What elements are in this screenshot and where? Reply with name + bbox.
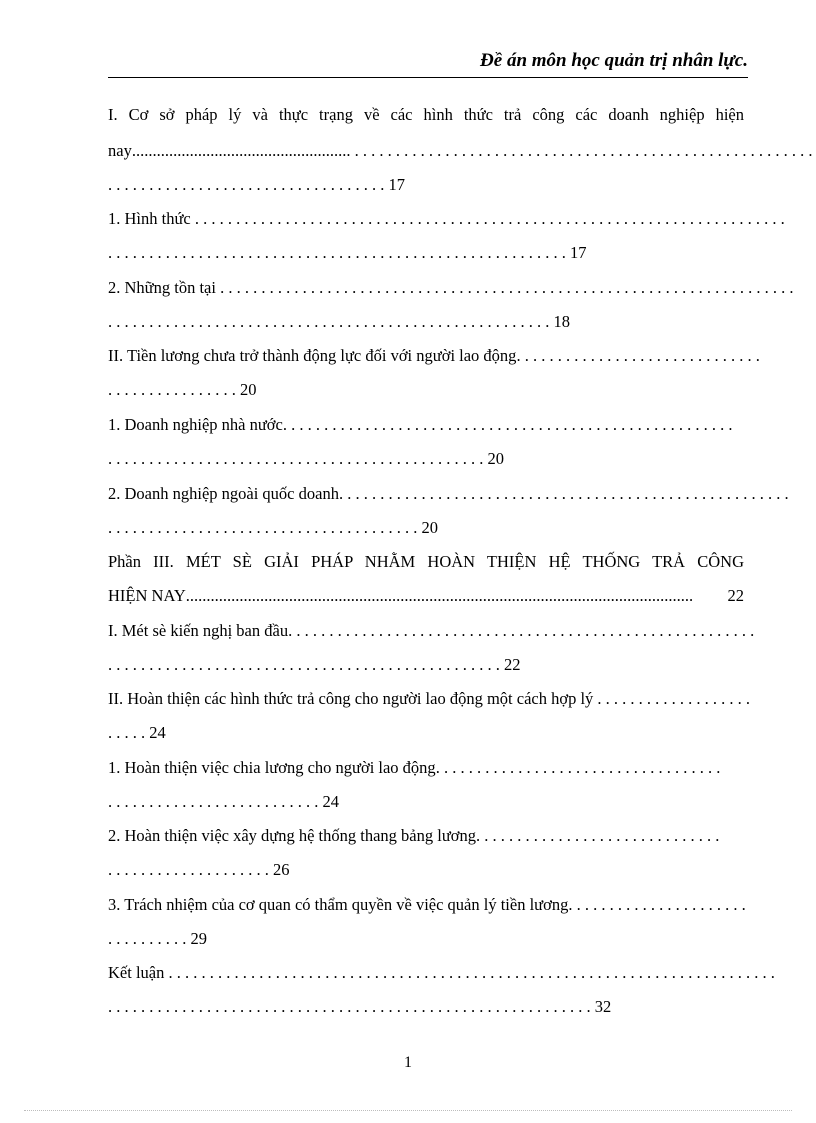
- dot-leader: . . . . . . . . . . . . . . . .: [108, 380, 236, 399]
- dot-leader: . . . . . . . . . . . . . . . . . . . . . . . . . . . . . . . . . . . . . . . . . . . . . . . . . . . . . . . . . . . . . . . . . . . . . .: [215, 278, 794, 297]
- toc-entry-page-line: [108, 652, 744, 678]
- toc-page-number: 24: [149, 723, 166, 742]
- toc-entry-text-line: Phần III. MÉT SÈ GIẢI PHÁP NHẰM HOÀN THIỆN HỆ THỐNG TRẢ CÔNG: [108, 552, 744, 571]
- toc-page-number: 22: [504, 655, 521, 674]
- dot-leader: . . . . . . . . . . . . . . . . . . . . . . . . . .: [108, 792, 319, 811]
- dot-leader: ...........................................................................................................................: [185, 586, 694, 605]
- dot-leader: . . . . . . . . . . . . . . . . . . . . . . . . . . . . . . . . . . . . . . . . . . . . . . . . . . . . . .: [108, 312, 550, 331]
- dot-leader: . . . . . . . . . . . . . . . . . . . . . . . . . . . . . .: [476, 826, 720, 845]
- toc-entry-page-line: [108, 446, 744, 472]
- dot-leader: . . . . .: [108, 723, 146, 742]
- toc-entry-text-line: 1. Doanh nghiệp nhà nước . . . . . . . . . . . . . . . . . . . . . . . . . . . . . . . . . . . . . . . . . . . . . . . . . . . . . . .: [108, 412, 744, 438]
- toc-page-number: 32: [594, 997, 612, 1016]
- dot-leader: . . . . . . . . . . . . . . . . . . . . . . . . . . . . . . . . . . . . . . . . . . . . . . . . . . . . . . . . .: [288, 621, 755, 640]
- toc-entry-page-line: [108, 377, 744, 403]
- toc-entry-text-line: 2. Hoàn thiện việc xây dựng hệ thống thang bảng lương . . . . . . . . . . . . . . . . . . . . . . . . . . . . . .: [108, 823, 744, 849]
- toc-page-number: 20: [421, 518, 438, 537]
- dot-leader: . . . . . . . . . . . . . . . . . . . . . . . . . . . . . . . . . .: [108, 175, 385, 194]
- dot-leader: . . . . . . . . . . . . . . . . . . .: [593, 689, 751, 708]
- toc-page-number: 18: [553, 312, 570, 331]
- dot-leader: . . . . . . . . . . . . . . . . . . . . . . . . . . . . . . . . . . .: [435, 758, 721, 777]
- toc-page-number: 24: [322, 792, 339, 811]
- toc-entry-page-line: [108, 720, 744, 746]
- toc-entry-page-line: [108, 172, 744, 198]
- toc-entry-continuation: HIỆN NAY ........................................................................................................................... 22: [108, 583, 744, 609]
- toc-page-number: 20: [240, 380, 257, 399]
- dot-leader: . . . . . . . . . . . . . . . . . . . . . . . . . . . . . . . . . . . . . . . . . . . . . . . . . . . . . . . . . . . . . . . . . . . . . . . .: [190, 209, 785, 228]
- toc-entry-text-line: Kết luận . . . . . . . . . . . . . . . . . . . . . . . . . . . . . . . . . . . . . . . . . . . . . . . . . . . . . . . . . . . . . . . . . . . . . . . . . .: [108, 960, 744, 986]
- toc-entry-page-line: [108, 515, 744, 541]
- toc-entry-text-line: 3. Trách nhiệm của cơ quan có thẩm quyền về việc quản lý tiền lương . . . . . . . . . . . . . . . . . . . . . .: [108, 892, 744, 918]
- dot-leader: . . . . . . . . . . . . . . . . . . . . . . . . . . . . . . . . . . . . . . . . . . . . . . . . . . . . . . . . . . .: [108, 997, 591, 1016]
- toc-entry-page-line: [108, 857, 744, 883]
- dot-leader: . . . . . . . . . . . . . . . . . . . . . . . . . . . . . . . . . . . . . . . . . . . . . . . . . . . . . . .: [338, 484, 789, 503]
- header-title: Đề án môn học quản trị nhân lực.: [480, 50, 748, 71]
- toc-page-number: 22: [727, 586, 744, 605]
- dot-leader: . . . . . . . . . . . . . . . . . . . . . . . . . . . . . . . . . . . . . . . . . . . . . . . .: [108, 655, 500, 674]
- dot-leader: . . . . . . . . . . . . . . . . . . . . . . . . . . . . . . . . . . . . . .: [108, 518, 418, 537]
- toc-entry-page-line: [108, 994, 744, 1020]
- toc-page-number: 26: [273, 860, 290, 879]
- toc-entry-page-line: [108, 789, 744, 815]
- dot-leader: . . . . . . . . . . . . . . . . . . . . . .: [568, 895, 746, 914]
- toc-entry-text-line: II. Tiền lương chưa trở thành động lực đối với người lao động . . . . . . . . . . . . . . . . . . . . . . . . . . . . . .: [108, 343, 744, 369]
- toc-entry-page-line: [108, 926, 744, 952]
- running-header: [108, 50, 748, 78]
- dot-leader: . . . . . . . . . . . . . . . . . . . . . . . . . . . . . . . . . . . . . . . . . . . . . . . . . . . . . . . . . . . . . . . . . . . . . . . . . .: [164, 963, 775, 982]
- dot-leader: ..................................................... . . . . . . . . . . . . . . . . . . . . . . . . . . . . . . . . . . . . . . . . . . . . . . . . . . . . . . . .: [131, 141, 813, 160]
- toc-entry-text-line: I. Cơ sở pháp lý và thực trạng về các hình thức trả công các doanh nghiệp hiện: [108, 105, 744, 124]
- toc-entry-text-line: 1. Hoàn thiện việc chia lương cho người lao động . . . . . . . . . . . . . . . . . . . . . . . . . . . . . . . . . . .: [108, 755, 744, 781]
- toc-entry-text-line: II. Hoàn thiện các hình thức trả công cho người lao động một cách hợp lý . . . . . . . . . . . . . . . . . . .: [108, 686, 744, 712]
- toc-entry-text-line: 2. Doanh nghiệp ngoài quốc doanh . . . . . . . . . . . . . . . . . . . . . . . . . . . . . . . . . . . . . . . . . . . . . . . . . . . . . . .: [108, 481, 744, 507]
- dot-leader: . . . . . . . . . .: [108, 929, 187, 948]
- page-number: 1: [404, 1054, 412, 1071]
- dot-leader: . . . . . . . . . . . . . . . . . . . . . . . . . . . . . . . . . . . . . . . . . . . . . .: [108, 449, 484, 468]
- dot-leader: . . . . . . . . . . . . . . . . . . . .: [108, 860, 269, 879]
- dot-leader: . . . . . . . . . . . . . . . . . . . . . . . . . . . . . . . . . . . . . . . . . . . . . . . . . . . . . . .: [282, 415, 733, 434]
- toc-entry-text-line: 1. Hình thức . . . . . . . . . . . . . . . . . . . . . . . . . . . . . . . . . . . . . . . . . . . . . . . . . . . . . . . . . . . . . . . . . . . . . . . .: [108, 206, 744, 232]
- toc-page-number: 29: [190, 929, 207, 948]
- page-edge-divider: [24, 1110, 792, 1111]
- toc-page-number: 17: [570, 243, 587, 262]
- toc-page-number: 17: [388, 175, 405, 194]
- toc-entry-page-line: [108, 309, 744, 335]
- toc-entry-text-line: I. Mét sè kiến nghị ban đầu . . . . . . . . . . . . . . . . . . . . . . . . . . . . . . . . . . . . . . . . . . . . . . . . . . . . . . . . .: [108, 618, 744, 644]
- toc-page-number: 20: [487, 449, 504, 468]
- toc-entry-text-line: 2. Những tồn tại . . . . . . . . . . . . . . . . . . . . . . . . . . . . . . . . . . . . . . . . . . . . . . . . . . . . . . . . . . . . . . . . . . . . . .: [108, 275, 744, 301]
- toc-entry-page-line: [108, 240, 744, 266]
- dot-leader: . . . . . . . . . . . . . . . . . . . . . . . . . . . . . . . . . . . . . . . . . . . . . . . . . . . . . . . .: [108, 243, 566, 262]
- toc-entry-continuation: nay ..................................................... . . . . . . . . . . . . . . . . . . . . . . . . . . . . . . . . . . . . . . . . . . . . . . . . . . . . . . . .: [108, 138, 744, 164]
- dot-leader: . . . . . . . . . . . . . . . . . . . . . . . . . . . . . .: [516, 346, 760, 365]
